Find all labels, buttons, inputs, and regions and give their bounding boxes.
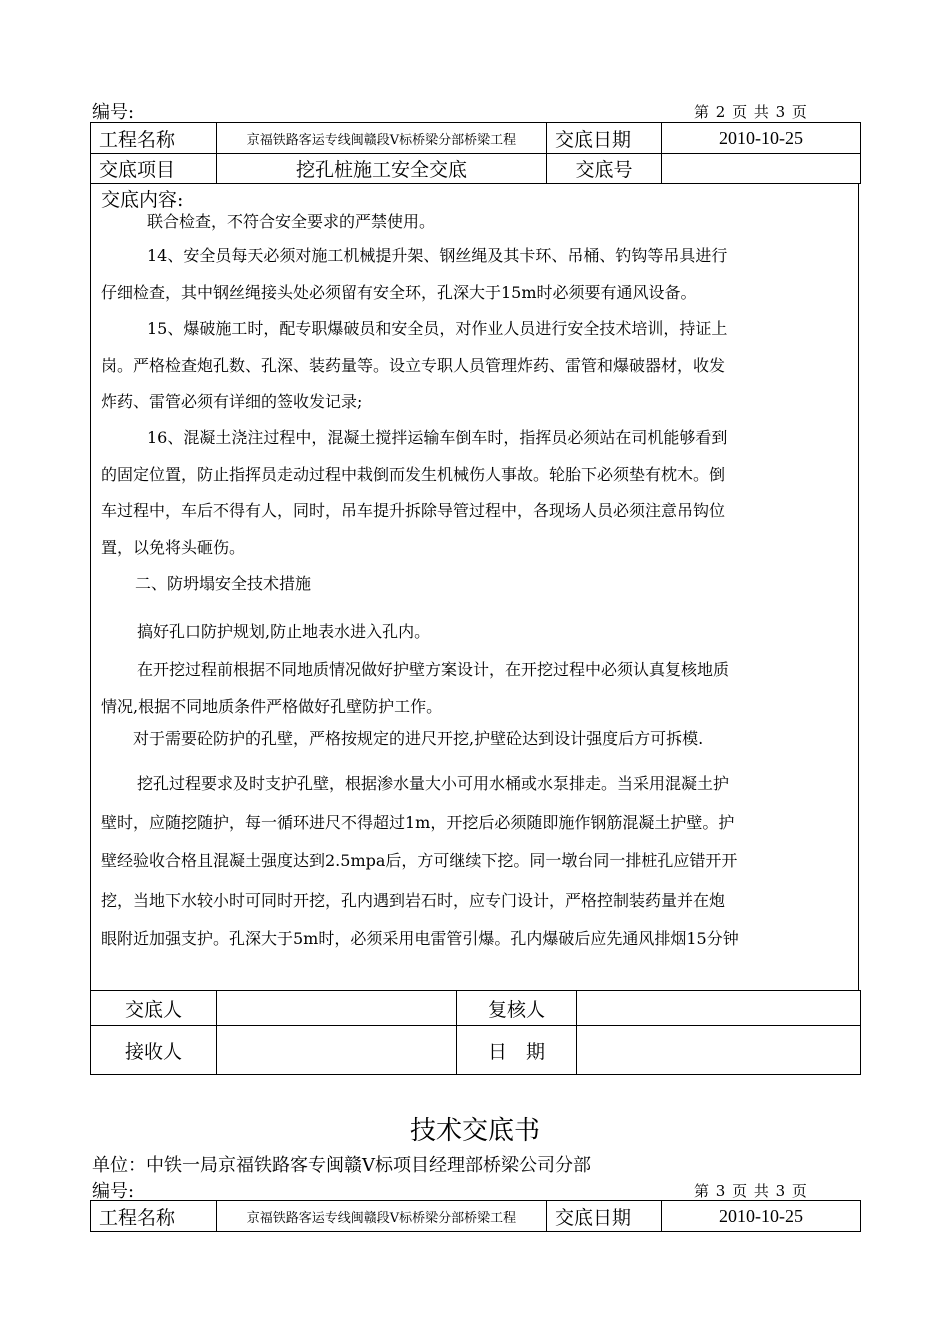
item-label: 交底项目 [91,154,217,184]
content-line: 联合检查，不符合安全要求的严禁使用。 [147,212,436,231]
reviewer-field[interactable] [577,991,861,1026]
code-value [662,154,861,184]
presenter-label: 交底人 [91,991,217,1026]
number-label: 编号: [92,102,135,123]
signature-table [90,990,861,1075]
content-area [90,183,859,991]
sign-date-label: 日 期 [457,1026,577,1075]
date-value: 2010-10-25 [662,123,861,154]
header-table-2 [90,1200,861,1232]
content-line: 仔细检查，其中钢丝绳接头处必须留有安全环，孔深大于15m时必须要有通风设备。 [101,283,697,302]
code-label: 交底号 [547,154,662,184]
content-line: 16、混凝土浇注过程中，混凝土搅拌运输车倒车时，指挥员必须站在司机能够看到 [147,428,728,447]
page-info-2: 第 3 页 共 3 页 [694,1182,808,1200]
receiver-field[interactable] [217,1026,457,1075]
section-heading: 二、防坍塌安全技术措施 [135,574,312,593]
date-label: 交底日期 [547,123,662,154]
content-line: 车过程中，车后不得有人，同时，吊车提升拆除导管过程中，各现场人员必须注意吊钩位 [101,501,726,520]
presenter-field[interactable] [217,991,457,1026]
content-line: 15、爆破施工时，配专职爆破员和安全员，对作业人员进行安全技术培训，持证上 [147,319,728,338]
reviewer-label: 复核人 [457,991,577,1026]
project-name-value-2: 京福铁路客运专线闽赣段Ⅴ标桥梁分部桥梁工程 [217,1201,547,1232]
receiver-label: 接收人 [91,1026,217,1075]
item-value: 挖孔桩施工安全交底 [217,154,547,184]
content-line: 眼附近加强支护。孔深大于5m时，必须采用电雷管引爆。孔内爆破后应先通风排烟15分钟 [101,929,739,948]
content-label: 交底内容: [101,189,184,211]
page-info: 第 2 页 共 3 页 [694,103,808,121]
content-line: 对于需要砼防护的孔壁，严格按规定的进尺开挖,护壁砼达到设计强度后方可拆模. [133,729,704,748]
content-line: 炸药、雷管必须有详细的签收发记录; [101,392,363,411]
date-value-2: 2010-10-25 [662,1201,861,1232]
content-line: 14、安全员每天必须对施工机械提升架、钢丝绳及其卡环、吊桶、钓钩等吊具进行 [147,246,728,265]
content-line: 搞好孔口防护规划,防止地表水进入孔内。 [137,622,431,641]
content-line: 挖，当地下水较小时可同时开挖，孔内遇到岩石时，应专门设计，严格控制装药量并在炮 [101,891,726,910]
number-label-2: 编号: [92,1181,135,1202]
content-line: 情况,根据不同地质条件严格做好孔壁防护工作。 [101,697,443,716]
header-table [90,122,861,184]
content-line: 在开挖过程前根据不同地质情况做好护壁方案设计，在开挖过程中必须认真复核地质 [137,660,730,679]
project-name-label-2: 工程名称 [91,1201,217,1232]
date-label-2: 交底日期 [547,1201,662,1232]
sign-date-field[interactable] [577,1026,861,1075]
project-name-value: 京福铁路客运专线闽赣段Ⅴ标桥梁分部桥梁工程 [217,123,547,154]
content-line: 的固定位置，防止指挥员走动过程中栽倒而发生机械伤人事故。轮胎下必须垫有枕木。倒 [101,465,726,484]
unit-line: 单位：中铁一局京福铁路客专闽赣Ⅴ标项目经理部桥梁公司分部 [92,1155,591,1176]
project-name-label: 工程名称 [91,123,217,154]
content-line: 壁时，应随挖随护，每一循环进尺不得超过1m，开挖后必须随即施作钢筋混凝土护壁。护 [101,813,735,832]
content-line: 壁经验收合格且混凝土强度达到2.5mpa后，方可继续下挖。同一墩台同一排桩孔应错开开 [101,851,738,870]
content-line: 挖孔过程要求及时支护孔壁，根据渗水量大小可用水桶或水泵排走。当采用混凝土护 [137,774,730,793]
content-line: 岗。严格检查炮孔数、孔深、装药量等。设立专职人员管理炸药、雷管和爆破器材，收发 [101,356,726,375]
content-line: 置，以免将头砸伤。 [101,538,246,557]
document-title: 技术交底书 [409,1116,540,1146]
